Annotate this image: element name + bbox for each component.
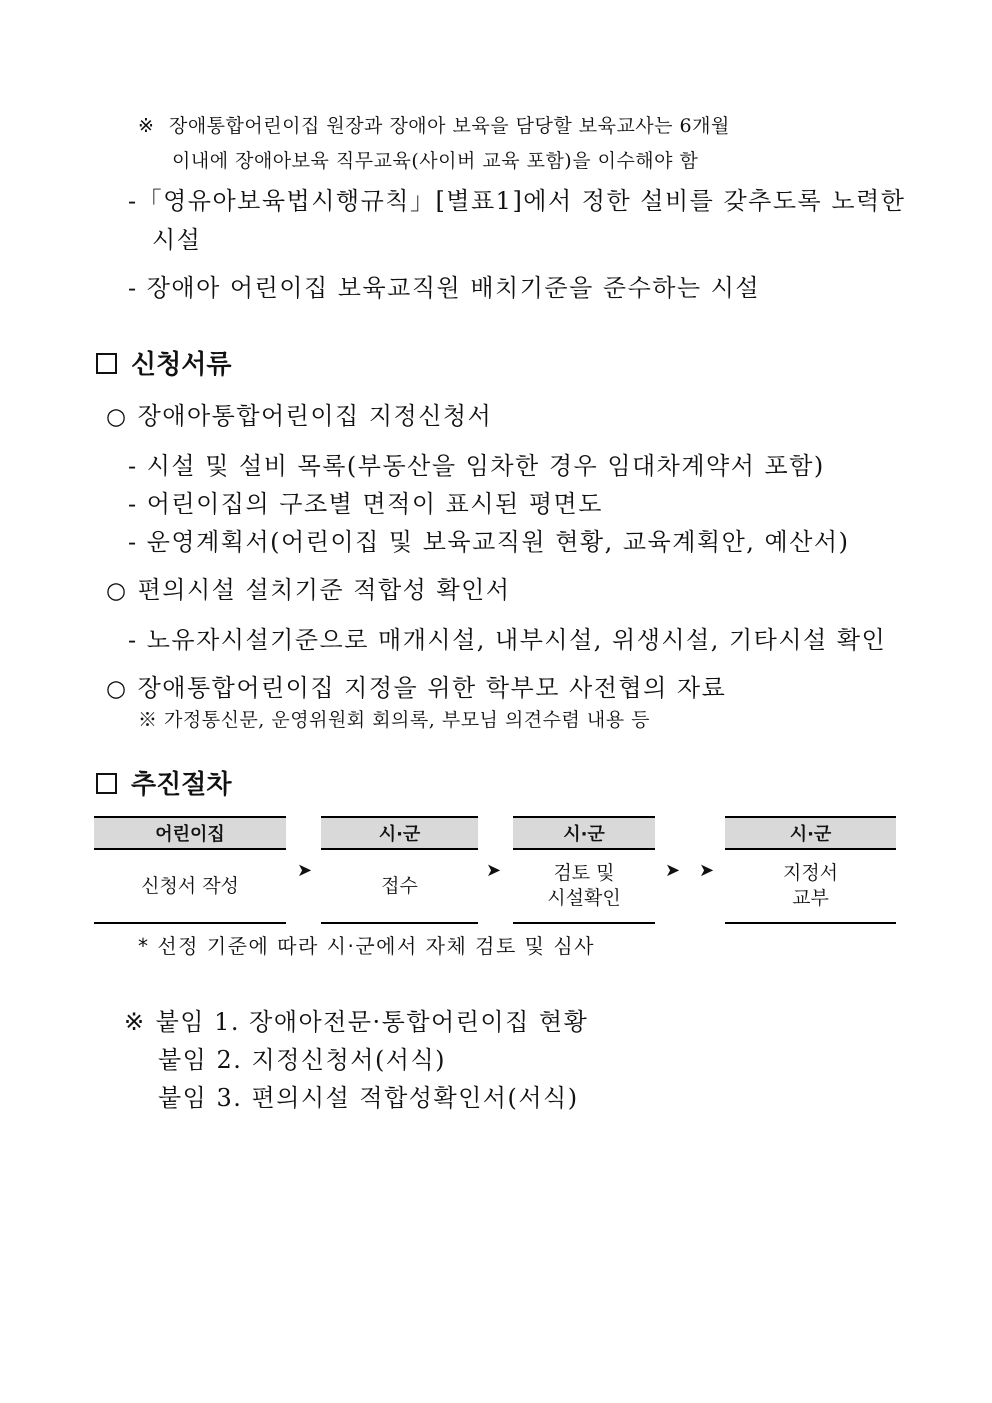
doc-group-3-title: ○ 장애통합어린이집 지정을 위한 학부모 사전협의 자료 [106,674,727,702]
section-title: 추진절차 [131,770,232,800]
flow-footnote: * 선정 기준에 따라 시·군에서 자체 검토 및 심사 [138,934,595,958]
flow-step-4-head: 시·군 [725,816,896,850]
criteria-item-1-line1: -「영유아보육법시행규칙」[별표1]에서 정한 설비를 갖추도록 노력한 [128,187,906,215]
arrow-right-icon: ➤ [699,860,715,881]
arrow-right-icon: ➤ [665,860,681,881]
doc-group-1-item-1: - 시설 및 설비 목록(부동산을 임차한 경우 임대차계약서 포함) [128,452,825,480]
doc-group-1-title: ○ 장애아통합어린이집 지정신청서 [106,402,493,430]
flow-step-3-head: 시·군 [513,816,655,850]
doc-group-1-item-3: - 운영계획서(어린이집 및 보육교직원 현황, 교육계획안, 예산서) [128,528,850,556]
attachment-item-3: 붙임 3. 편의시설 적합성확인서(서식) [158,1084,579,1112]
doc-group-2-title: ○ 편의시설 설치기준 적합성 확인서 [106,576,511,604]
attachment-mark: ※ [124,1008,146,1036]
top-note-line2: 이내에 장애아보육 직무교육(사이버 교육 포함)을 이수해야 함 [172,150,699,172]
flow-step-4-body: 지정서 교부 [725,850,896,924]
criteria-item-1-line2: 시설 [152,226,202,254]
flow-step-2-body: 접수 [321,850,478,924]
flow-step-2-head: 시·군 [321,816,478,850]
circle-bullet-icon: ○ [106,676,128,702]
section-title: 신청서류 [131,350,232,380]
doc-group-1-item-2: - 어린이집의 구조별 면적이 표시된 평면도 [128,490,603,518]
flow-step-1-body: 신청서 작성 [94,850,286,924]
doc-group-3-note: ※ 가정통신문, 운영위원회 회의록, 부모님 의견수렴 내용 등 [138,709,650,731]
circle-bullet-icon: ○ [106,578,128,604]
criteria-item-2: - 장애아 어린이집 보육교직원 배치기준을 준수하는 시설 [128,274,761,302]
section-heading-documents [96,344,231,381]
attachment-item-1: ※ 붙임 1. 장애아전문·통합어린이집 현황 [124,1008,589,1036]
section-heading-procedure [96,764,231,801]
arrow-right-icon: ➤ [297,860,313,881]
flow-step-3-body: 검토 및 시설확인 [513,850,655,924]
checkbox-square-icon [96,773,117,794]
checkbox-square-icon [96,353,117,374]
note-mark: ※ [138,115,155,137]
flow-step-1-head: 어린이집 [94,816,286,850]
circle-bullet-icon: ○ [106,404,128,430]
doc-group-2-item-1: - 노유자시설기준으로 매개시설, 내부시설, 위생시설, 기타시설 확인 [128,626,887,654]
top-note-text1: 장애통합어린이집 원장과 장애아 보육을 담당할 보육교사는 6개월 [168,115,730,137]
top-note-line1 [138,111,730,138]
attachment-item-2: 붙임 2. 지정신청서(서식) [158,1046,447,1074]
arrow-right-icon: ➤ [486,860,502,881]
